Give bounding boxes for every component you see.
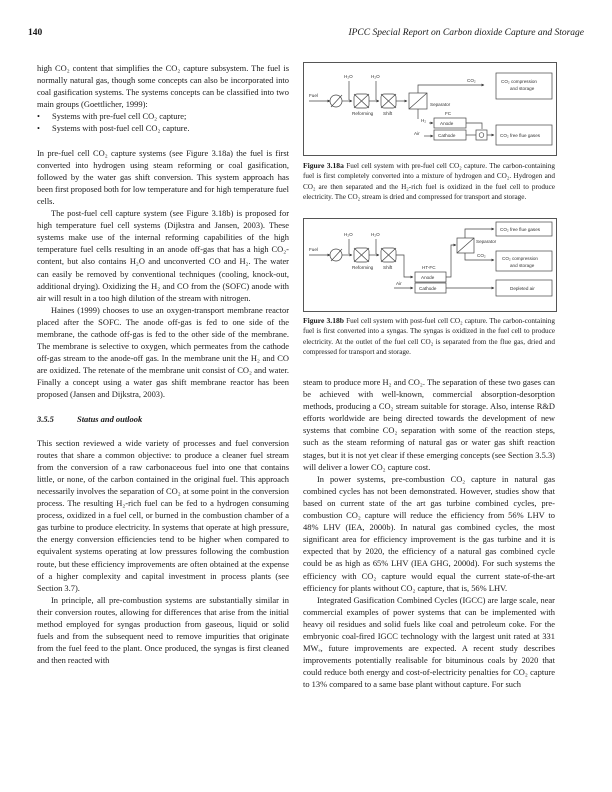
caption-text: Fuel cell system with pre-fuel cell CO₂ capture. The carbon-containing fuel is first completely converted into a mixture of hydrogen and CO₂. Hydrogen and CO₂ are then separated and the H₂-rich fuel is oxidized in the fuel cell to produce electricity. The CO₂ stream is dried and compressed for transport and storage.	[303, 162, 555, 202]
figure-3-18a-caption	[303, 161, 555, 203]
page-number: 140	[28, 28, 43, 38]
diagram-label: Shift	[383, 111, 393, 116]
diagram-label: Separator	[476, 239, 497, 244]
diagram-label: CO₂	[467, 78, 476, 83]
caption-text: Fuel cell system with post-fuel cell CO₂ capture. The carbon-containing fuel is first converted into a syngas. The syngas is oxidized in the fuel cell to produce electricity. At the outlet of the fuel cell CO₂ is separated from the flue gas, dried and compressed for transport and storage.	[303, 317, 555, 357]
diagram-label: Shift	[383, 265, 393, 270]
diagram-label: and storage	[510, 86, 535, 91]
diagram-label: Separator	[430, 102, 451, 107]
diagram-label: CO₂ compression	[502, 256, 538, 261]
diagram-label: H₂O	[371, 74, 380, 79]
caption-label: Figure 3.18b	[303, 316, 345, 325]
paragraph: In pre-fuel cell CO₂ capture systems (see Figure 3.18a) the fuel is first converted into hydrogen using steam reforming or coal gasification, followed by the water gas shift conversion. This system approach has been first proposed both for low temperature and for high temperature fuel cells.	[37, 147, 289, 206]
figure-3-18b-diagram	[303, 218, 557, 312]
paragraph: In principle, all pre-combustion systems are substantially similar in their conversion routes, allowing for differences that arise from the initial method employed for syngas production from gaseous, liquid or solid fuels and from the subsequent need to remove impurities that originate from the fuel feed to the plant. Once produced, the syngas is first cleaned and then reacted with	[37, 594, 289, 666]
paragraph: The post-fuel cell capture system (see Figure 3.18b) is proposed for high temperature fuel cell systems (Dijkstra and Jansen, 2003). These systems make use of the internal reforming capabilities of the high temperature fuel cells resulting in an anode off-gas that has a high CO₂-content, but also contains H₂O and unconverted CO and H₂. The water can easily be removed by conventional techniques (cooling, knock-out, additional drying). Oxidizing the H₂ and CO from the (SOFC) anode with air will result in a too high dilution of the stream with nitrogen.	[37, 208, 289, 303]
paragraph: steam to produce more H₂ and CO₂. The separation of these two gases can be achieved with well-known, commercial absorption-desorption methods, producing a CO₂ stream suitable for storage. Also, intense R&D efforts worldwide are being directed towards the development of new systems that combine CO₂ separation with some of the reaction steps, such as the steam reforming of natural gas or water gas shift reaction stages, but it is not yet clear if these emerging concepts (see Section 3.5.3) will deliver a lower CO₂ capture cost.	[303, 377, 555, 472]
figure-3-18a-diagram	[303, 62, 557, 156]
section-number: 3.5.5	[37, 413, 54, 424]
diagram-label: Fuel	[309, 247, 318, 252]
paragraph: high CO₂ content that simplifies the CO₂ capture subsystem. The fuel is normally natural gas, though some concepts can also be incorporated into coal gasification systems. The systems concepts can be classified into two main groups (Goettlicher, 1999):	[37, 63, 289, 110]
diagram-label: Reforming	[352, 111, 374, 116]
figure-3-18b-caption	[303, 316, 555, 358]
diagram-label: H₂O	[344, 232, 353, 237]
diagram-label: HT-FC	[422, 265, 436, 270]
diagram-label: H₂O	[344, 74, 353, 79]
paragraph: Integrated Gasification Combined Cycles (IGCC) are large scale, near commercial examples of power systems that can be implemented with heavy oil residues and solid fuels like coal and petroleum coke. For the embryonic coal-fired IGCC technology with the largest unit rated at 331 MWₑ, future improvements are expected. A recent study describes improvements potentially realisable for bituminous coals by 2020 that could reduce both energy and cost-of-electricity penalties for CO₂ capture to 13% compared to a same base plant without capture. For such	[303, 594, 555, 690]
diagram-label: and storage	[510, 263, 535, 268]
diagram-label: Air	[414, 131, 420, 136]
diagram-label: H₂	[421, 118, 427, 123]
paragraph: This section reviewed a wide variety of processes and fuel conversion routes that share a common objective: to produce a cleaner fuel stream from the conversion of a raw carbonaceous fuel into one that contains little, or none, of the carbon contained in the original fuel. This approach necessarily involves the separation of CO₂ at some point in the conversion process. The resulting H₂-rich fuel can be fed to a hydrogen consuming process, oxidized in a fuel cell, or burned in the combustion chamber of a gas turbine to produce electricity. In systems that operate at high pressure, the energy conversion efficiencies tend to be higher when compared to equivalent systems operating at low pressures following the combustion route, but these efficiency improvements are often obtained at the expense of a higher complexity and capital investment in process plants (see Section 3.7).	[37, 437, 289, 593]
paragraph: In power systems, pre-combustion CO₂ capture in natural gas combined cycles has not been demonstrated. However, studies show that based on current state of the art gas turbine combined cycles, pre-combustion CO₂ capture will reduce the efficiency from 56% LHV to 48% LHV (IEA, 2000b). In natural gas combined cycles, the most significant area for efficiency improvement is the gas turbine and it is expected that by 2020, the efficiency of a natural gas combined cycle could be as high as 65% LHV (IEA GHG, 2000d). For such systems the efficiency with CO₂ capture would equal the current state-of-the-art efficiency for plants without CO₂ capture, that is, 56% LHV.	[303, 473, 555, 593]
diagram-label: Anode	[421, 275, 435, 280]
bullet-item: • Systems with post-fuel cell CO₂ capture.	[37, 122, 289, 134]
co2-compression-box	[496, 251, 552, 271]
diagram-label: Anode	[440, 121, 454, 126]
diagram-label: CO₂ free flue gases	[500, 133, 541, 138]
diagram-label: CO₂ free flue gases	[500, 227, 541, 232]
diagram-label: Depleted air	[510, 286, 535, 291]
diagram-label: CO₂ compression	[501, 79, 537, 84]
page-header	[28, 28, 584, 42]
bullet-list	[37, 110, 289, 134]
paragraph: Haines (1999) chooses to use an oxygen-transport membrane reactor placed after the SOFC. The anode off-gas is fed to one side of the membrane, the cathode off-gas is fed to the other side of the membrane. The membrane is selective to oxygen, which permeates from the cathode off-gas stream to the anode-off gas. In the membrane unit the H₂ and CO are oxidized. The retenate of the membrane unit consist of CO₂ and water. Finally a concept using a water gas shift membrane reactor has been proposed (Jansen and Dijkstra, 2003).	[37, 304, 289, 400]
fuel-cell-post-capture-diagram	[304, 219, 556, 311]
section-heading	[37, 413, 289, 425]
diagram-label: FC	[445, 111, 452, 116]
running-title: IPCC Special Report on Carbon dioxide Capture and Storage	[348, 28, 584, 38]
bullet-item: • Systems with pre-fuel cell CO₂ capture;	[37, 110, 289, 122]
diagram-label: Cathode	[438, 133, 456, 138]
section-title: Status and outlook	[77, 413, 143, 424]
diagram-label: Cathode	[419, 286, 437, 291]
fuel-cell-pre-capture-diagram	[304, 63, 556, 155]
diagram-label: Fuel	[309, 93, 318, 98]
diagram-label: CO₂	[477, 253, 486, 258]
right-column	[303, 376, 555, 690]
diagram-label: Air	[396, 281, 402, 286]
diagram-label: H₂O	[371, 232, 380, 237]
diagram-label: Reforming	[352, 265, 374, 270]
caption-label: Figure 3.18a	[303, 161, 344, 170]
burner-icon	[476, 130, 487, 140]
left-column	[37, 62, 289, 666]
